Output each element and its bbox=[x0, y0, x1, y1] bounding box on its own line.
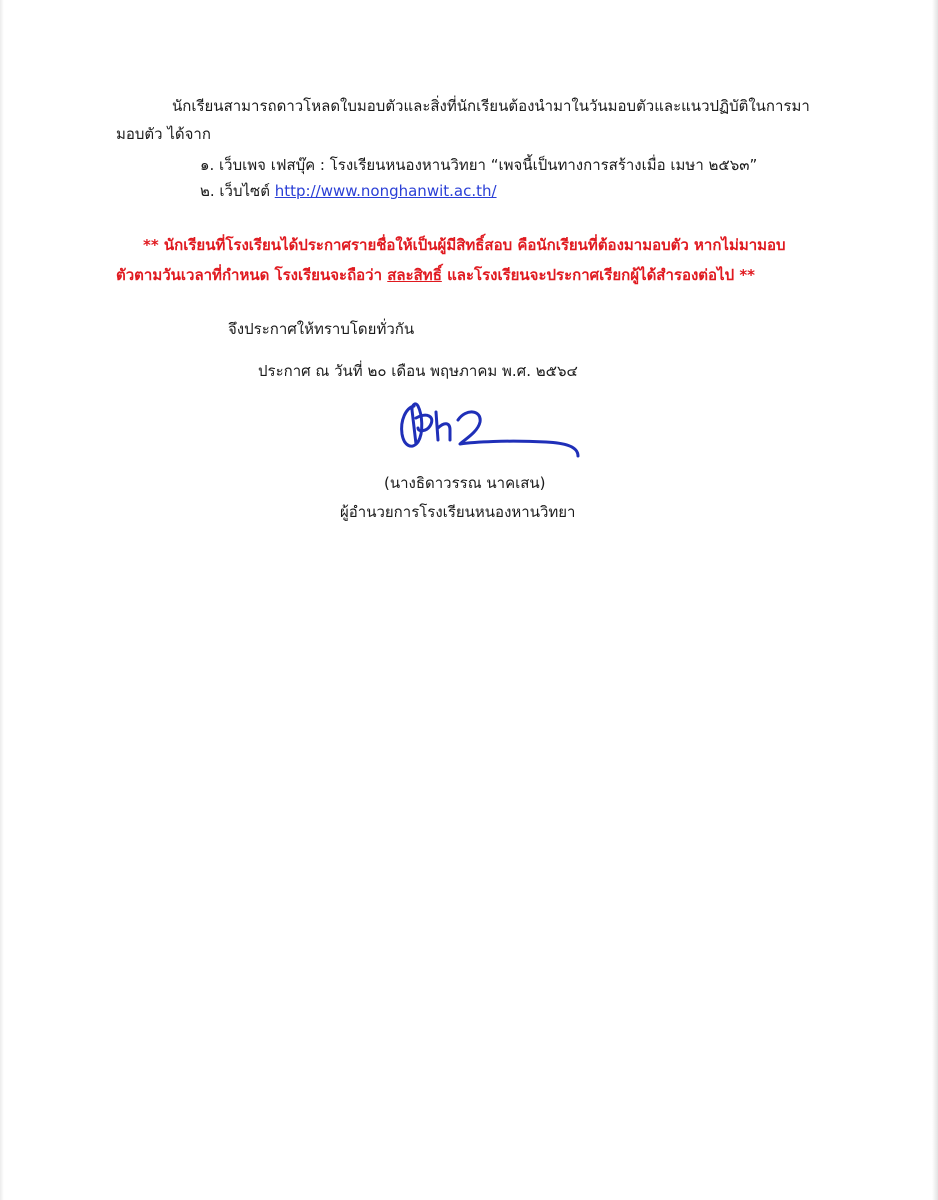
page-edge-right bbox=[932, 0, 938, 1200]
notice-line-2-end: และโรงเรียนจะประกาศเรียกผู้ได้สำรองต่อไป ** bbox=[447, 266, 756, 284]
date-line: ประกาศ ณ วันที่ ๒๐ เดือน พฤษภาคม พ.ศ. ๒๕๖๔ bbox=[258, 362, 578, 380]
intro-line-1: นักเรียนสามารถดาวโหลดใบมอบตัวและสิ่งที่นักเรียนต้องนำมาในวันมอบตัวและแนวปฏิบัติในการมา bbox=[172, 97, 810, 115]
signature-image bbox=[396, 398, 586, 468]
forfeit-text: สละสิทธิ์ bbox=[387, 266, 442, 284]
signer-name: (นางธิดาวรรณ นาคเสน) bbox=[384, 474, 546, 492]
notice-line-1: ** นักเรียนที่โรงเรียนได้ประกาศรายชื่อให้เป็นผู้มีสิทธิ์สอบ คือนักเรียนที่ต้องมามอบตัว หากไม่มามอบ bbox=[143, 236, 786, 254]
source-item-1: ๑. เว็บเพจ เฟสบุ๊ค : โรงเรียนหนองหานวิทยา “เพจนี้เป็นทางการสร้างเมื่อ เมษา ๒๕๖๓” bbox=[200, 156, 758, 174]
notice-line-2-start: ตัวตามวันเวลาที่กำหนด โรงเรียนจะถือว่า bbox=[116, 266, 383, 284]
announcement-line: จึงประกาศให้ทราบโดยทั่วกัน bbox=[228, 320, 415, 338]
page-edge-left bbox=[0, 0, 4, 1200]
source-item-2 bbox=[200, 181, 497, 201]
signer-title: ผู้อำนวยการโรงเรียนหนองหานวิทยา bbox=[340, 503, 576, 521]
notice-line-2 bbox=[116, 265, 755, 285]
website-link[interactable]: http://www.nonghanwit.ac.th/ bbox=[274, 182, 497, 200]
intro-line-2: มอบตัว ได้จาก bbox=[116, 125, 211, 143]
source-item-2-prefix: ๒. เว็บไซต์ bbox=[200, 182, 270, 200]
